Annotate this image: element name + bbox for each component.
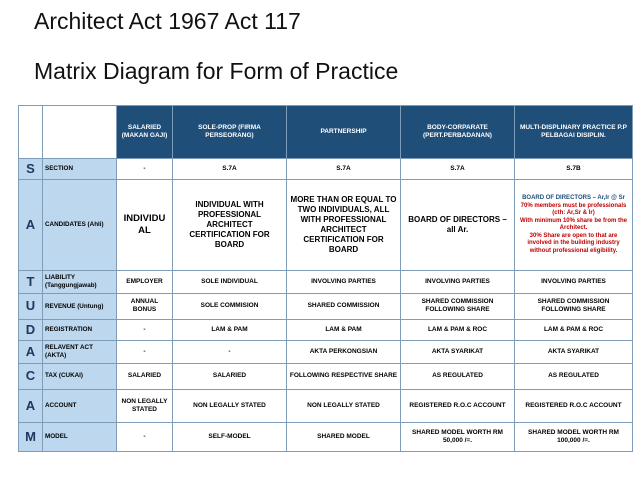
cell-salaried: SALARIED [117, 364, 173, 389]
table-row [19, 158, 633, 179]
cell-salaried: EMPLOYER [117, 271, 173, 294]
table-row [19, 423, 633, 452]
header-partnership: PARTNERSHIP [287, 106, 401, 159]
table-row [19, 271, 633, 294]
row-label: MODEL [43, 423, 117, 452]
header-row [19, 106, 633, 159]
cell-sole-prop: SELF-MODEL [173, 423, 287, 452]
cell-salaried: - [117, 158, 173, 179]
cell-multi-disciplinary: INVOLVING PARTIES [515, 271, 633, 294]
cell-body-corporate: LAM & PAM & ROC [401, 319, 515, 340]
cell-salaried: INDIVIDU AL [117, 180, 173, 271]
table-row [19, 364, 633, 389]
cell-multi-disciplinary: SHARED COMMISSION FOLLOWING SHARE [515, 294, 633, 319]
row-label: TAX (CUKAI) [43, 364, 117, 389]
cell-body-corporate: SHARED MODEL WORTH RM 50,000 /=. [401, 423, 515, 452]
cell-multi-disciplinary: REGISTERED R.O.C ACCOUNT [515, 389, 633, 423]
row-letter: T [19, 271, 43, 294]
header-empty-cell [19, 106, 43, 159]
cell-salaried: NON LEGALLY STATED [117, 389, 173, 423]
cell-salaried: - [117, 340, 173, 363]
cell-multi-disciplinary: AKTA SYARIKAT [515, 340, 633, 363]
cell-multi-disciplinary: AS REGULATED [515, 364, 633, 389]
cell-sole-prop: SALARIED [173, 364, 287, 389]
cell-body-corporate: S.7A [401, 158, 515, 179]
row-label: RELAVENT ACT (AKTA) [43, 340, 117, 363]
row-letter: U [19, 294, 43, 319]
row-letter: C [19, 364, 43, 389]
page-title: Architect Act 1967 Act 117 [34, 8, 301, 34]
cell-partnership: SHARED COMMISSION [287, 294, 401, 319]
row-letter: D [19, 319, 43, 340]
header-empty-cell [43, 106, 117, 159]
row-letter: A [19, 340, 43, 363]
table-row [19, 389, 633, 423]
row-label: ACCOUNT [43, 389, 117, 423]
cell-salaried: - [117, 319, 173, 340]
cell-multi-disciplinary: S.7B [515, 158, 633, 179]
cell-sole-prop: LAM & PAM [173, 319, 287, 340]
mdp-share-note: With minimum 10% share be from the Architect. [520, 217, 627, 232]
header-body-corporate: BODY-CORPARATE (PERT.PERBADANAN) [401, 106, 515, 159]
header-salaried: SALARIED (MAKAN GAJI) [117, 106, 173, 159]
cell-partnership: INVOLVING PARTIES [287, 271, 401, 294]
cell-partnership: AKTA PERKONGSIAN [287, 340, 401, 363]
header-multi-disciplinary: MULTI-DISPLINARY PRACTICE P.P PELBAGAI DISIPLIN. [515, 106, 633, 159]
cell-partnership: SHARED MODEL [287, 423, 401, 452]
cell-body-corporate: REGISTERED R.O.C ACCOUNT [401, 389, 515, 423]
cell-body-corporate: INVOLVING PARTIES [401, 271, 515, 294]
row-label: REGISTRATION [43, 319, 117, 340]
mdp-open-share-note: 30% Share are open to that are involved in the building industry without professional eligibility. [527, 232, 620, 254]
cell-partnership: NON LEGALLY STATED [287, 389, 401, 423]
cell-body-corporate: AS REGULATED [401, 364, 515, 389]
cell-partnership: S.7A [287, 158, 401, 179]
cell-sole-prop: SOLE INDIVIDUAL [173, 271, 287, 294]
cell-body-corporate: BOARD OF DIRECTORS – all Ar. [401, 180, 515, 271]
cell-multi-disciplinary: LAM & PAM & ROC [515, 319, 633, 340]
header-sole-prop: SOLE-PROP (FIRMA PERSEORANG) [173, 106, 287, 159]
row-label: REVENUE (Untung) [43, 294, 117, 319]
row-letter: A [19, 180, 43, 271]
mdp-professional-note: 70% members must be professionals (cth: Ar,Sr & Ir) [520, 202, 627, 217]
row-label: CANDIDATES (Ahli) [43, 180, 117, 271]
cell-partnership: LAM & PAM [287, 319, 401, 340]
mdp-board-note: BOARD OF DIRECTORS – Ar,Ir @ Sr [522, 195, 625, 202]
cell-multi-disciplinary: SHARED MODEL WORTH RM 100,000 /=. [515, 423, 633, 452]
cell-body-corporate: SHARED COMMISSION FOLLOWING SHARE [401, 294, 515, 319]
table-row [19, 340, 633, 363]
row-letter: S [19, 158, 43, 179]
row-label: SECTION [43, 158, 117, 179]
cell-partnership: FOLLOWING RESPECTIVE SHARE [287, 364, 401, 389]
row-label: LIABILITY (Tanggungjawab) [43, 271, 117, 294]
cell-sole-prop: NON LEGALLY STATED [173, 389, 287, 423]
cell-sole-prop: SOLE COMMISION [173, 294, 287, 319]
cell-salaried: ANNUAL BONUS [117, 294, 173, 319]
cell-sole-prop: INDIVIDUAL WITH PROFESSIONAL ARCHITECT CERTIFICATION FOR BOARD [173, 180, 287, 271]
cell-partnership: MORE THAN OR EQUAL TO TWO INDIVIDUALS, ALL WITH PROFESSIONAL ARCHITECT CERTIFICATION FOR BOARD [287, 180, 401, 271]
cell-sole-prop: - [173, 340, 287, 363]
page-subtitle: Matrix Diagram for Form of Practice [34, 58, 399, 84]
row-letter: M [19, 423, 43, 452]
cell-sole-prop: S.7A [173, 158, 287, 179]
table-row [19, 319, 633, 340]
row-letter: A [19, 389, 43, 423]
cell-body-corporate: AKTA SYARIKAT [401, 340, 515, 363]
cell-multi-disciplinary [515, 180, 633, 271]
matrix-table [18, 105, 633, 452]
table-row [19, 294, 633, 319]
table-row [19, 180, 633, 271]
cell-salaried: - [117, 423, 173, 452]
